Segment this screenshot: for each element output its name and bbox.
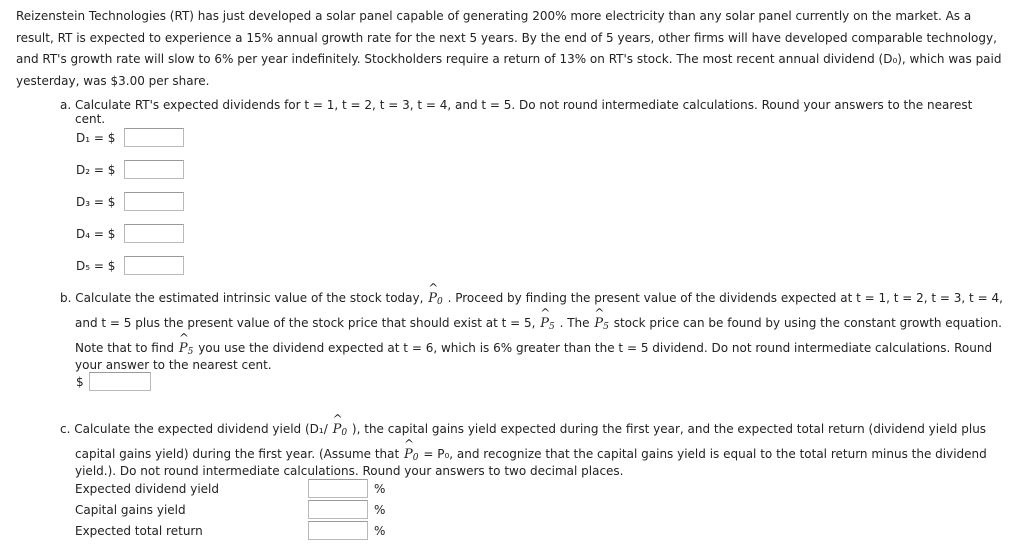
part-c-text: = P₀, and recognize that the capital gains yield is equal to the total return minus the dividend [423, 447, 987, 461]
p0-hat-symbol: ^ P0 [332, 412, 348, 438]
percent-unit: % [374, 482, 386, 496]
capital-gains-yield-input[interactable] [308, 500, 368, 519]
part-c-text: c. Calculate the expected dividend yield (D₁/ [60, 422, 328, 436]
d5-input[interactable] [124, 256, 184, 275]
part-c-line-3: yield.). Do not round intermediate calculations. Round your answers to two decimal places. [75, 464, 624, 478]
d3-label: D₃ = $ [76, 195, 116, 209]
part-b-dollar-label: $ [76, 375, 84, 389]
part-c-text: capital gains yield) during the first year. (Assume that [75, 447, 400, 461]
d2-label: D₂ = $ [76, 163, 116, 177]
part-c-text: ), the capital gains yield expected during the first year, and the expected total return (dividend yield plus [351, 422, 987, 436]
dividend-yield-input[interactable] [308, 479, 368, 498]
part-b-line-3 [75, 331, 993, 357]
part-b-text: b. Calculate the estimated intrinsic value of the stock today, [60, 291, 424, 305]
part-b-line-2 [75, 306, 1002, 332]
part-b-text: . The [559, 316, 590, 330]
part-c-line-2 [75, 437, 987, 463]
part-b-text: stock price can be found by using the constant growth equation. [613, 316, 1002, 330]
p5-hat-symbol: ^ P5 [178, 331, 194, 357]
capital-gains-yield-label: Capital gains yield [75, 503, 186, 517]
percent-unit: % [374, 503, 386, 517]
part-b-text: Note that to find [75, 341, 175, 355]
part-b-text: you use the dividend expected at t = 6, which is 6% greater than the t = 5 dividend. Do not round intermediate calculations. Round [198, 341, 993, 355]
p5-hat-symbol: ^ P5 [594, 306, 609, 332]
part-a-instructions-cont: cent. [75, 112, 106, 126]
total-return-input[interactable] [308, 521, 368, 540]
p0-hat-symbol: ^ P0 [404, 437, 419, 463]
part-b-line-4: your answer to the nearest cent. [75, 358, 272, 372]
problem-intro: Reizenstein Technologies (RT) has just developed a solar panel capable of generating 200% more electricity than any solar panel currently on the market. As a result, RT is expected to experience a 15% annual growth rate for the next 5 years. By the end of 5 years, other firms will have developed comparable technology, and RT's growth rate will slow to 6% per year indefinitely. Stockholders require a return of 13% on RT's stock. The most recent annual dividend (D₀), which was paid yesterday, was $3.00 per share. [16, 9, 1002, 88]
part-b-line-1 [60, 281, 1003, 307]
p5-hat-symbol: ^ P5 [540, 306, 555, 332]
d1-input[interactable] [124, 128, 184, 147]
d1-label: D₁ = $ [76, 131, 116, 145]
d4-label: D₄ = $ [76, 227, 116, 241]
p0-hat-symbol: ^ P0 [428, 281, 443, 307]
intrinsic-value-input[interactable] [89, 372, 151, 391]
part-a-instructions: a. Calculate RT's expected dividends for t = 1, t = 2, t = 3, t = 4, and t = 5. Do not round intermediate calculations. Round your answers to the nearest [60, 98, 973, 112]
d5-label: D₅ = $ [76, 259, 116, 273]
d3-input[interactable] [124, 192, 184, 211]
d4-input[interactable] [124, 224, 184, 243]
part-b-text: and t = 5 plus the present value of the stock price that should exist at t = 5, [75, 316, 536, 330]
total-return-label: Expected total return [75, 524, 203, 538]
percent-unit: % [374, 524, 386, 538]
part-c-line-1 [60, 412, 987, 438]
dividend-yield-label: Expected dividend yield [75, 482, 219, 496]
d2-input[interactable] [124, 160, 184, 179]
part-b-text: . Proceed by finding the present value of the dividends expected at t = 1, t = 2, t = 3, t = 4, [447, 291, 1003, 305]
